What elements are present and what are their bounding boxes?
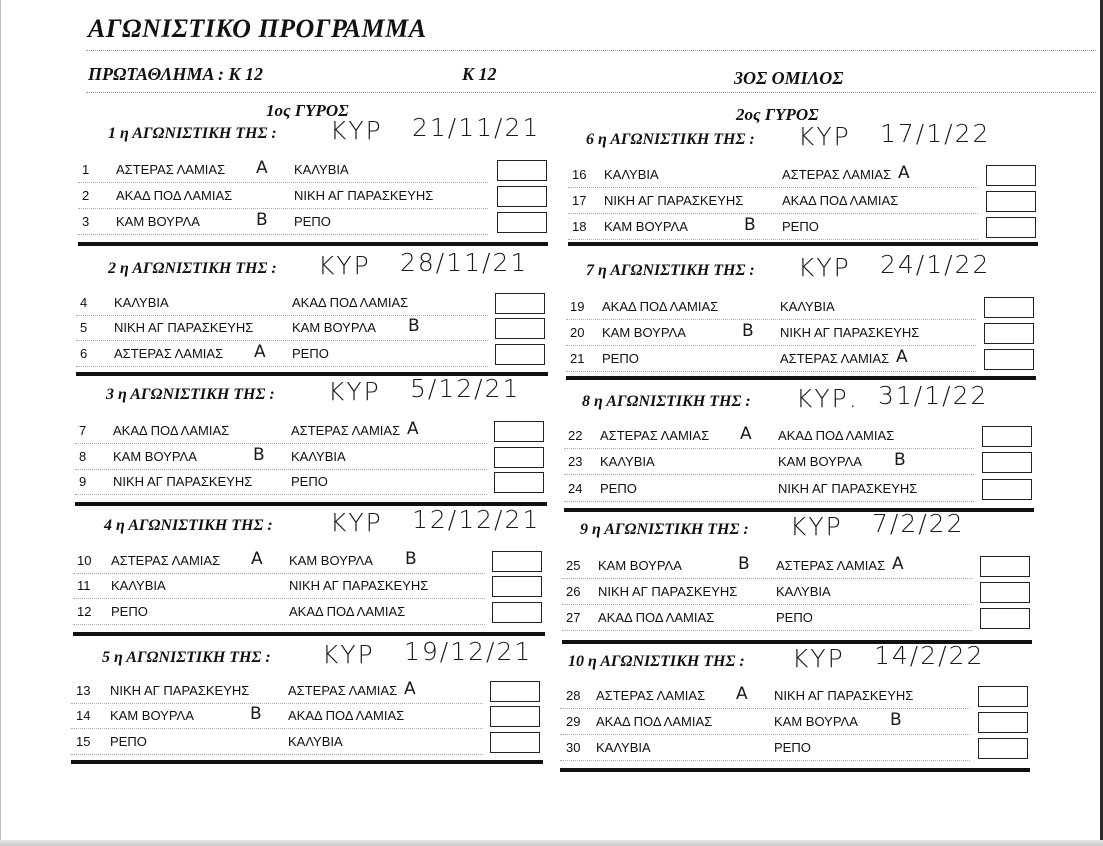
home-handwritten-mark: Α [251,549,263,569]
home-team: ΚΑΛΥΒΙΑ [604,167,659,182]
away-handwritten-mark: Β [894,450,906,470]
matchday-label: 10 η ΑΓΩΝΙΣΤΙΚΗ ΤΗΣ : [568,653,745,670]
match-number: 29 [566,714,581,729]
handwritten-date: 21/11/21 [412,113,541,142]
home-handwritten-mark: Β [742,321,754,341]
match-row [0,163,910,189]
home-team: ΑΣΤΕΡΑΣ ΛΑΜΙΑΣ [116,162,226,177]
header-rule [86,92,1096,93]
score-box[interactable] [497,186,547,207]
home-team: ΑΚΑΔ ΠΟΔ ΛΑΜΙΑΣ [602,299,719,314]
matchday-separator-rule [568,242,1038,246]
score-box[interactable] [490,681,540,702]
match-number: 25 [566,558,581,573]
score-box[interactable] [984,349,1034,370]
handwritten-venue: ΚΥΡ [330,116,383,145]
score-box[interactable] [492,576,542,597]
match-row [0,450,906,476]
row-divider [78,182,488,183]
home-team: ΝΙΚΗ ΑΓ ΠΑΡΑΣΚΕΥΗΣ [113,474,253,489]
row-divider [71,754,483,755]
score-box[interactable] [986,191,1036,212]
home-team: ΚΑΛΥΒΙΑ [111,578,166,593]
away-handwritten-mark: Α [898,163,910,183]
home-team: ΚΑΜ ΒΟΥΡΛΑ [113,449,197,464]
matchday-label: 2 η ΑΓΩΝΙΣΤΙΚΗ ΤΗΣ : [108,260,277,277]
score-box[interactable] [497,212,547,233]
match-number: 5 [80,320,88,335]
matchday-label: 1 η ΑΓΩΝΙΣΤΙΚΗ ΤΗΣ : [108,125,277,142]
handwritten-venue: ΚΥΡ [792,644,845,673]
home-team: ΑΚΑΔ ΠΟΔ ΛΑΜΙΑΣ [116,188,233,203]
match-row [0,215,819,241]
away-team: ΑΣΤΕΡΑΣ ΛΑΜΙΑΣ [291,423,401,438]
home-team: ΚΑΜ ΒΟΥΡΛΑ [602,325,686,340]
document-title: ΑΓΩΝΙΣΤΙΚΟ ΠΡΟΓΡΑΜΜΑ [88,14,427,43]
home-team: ΝΙΚΗ ΑΓ ΠΑΡΑΣΚΕΥΗΣ [604,193,744,208]
score-box[interactable] [494,447,544,468]
away-team: ΚΑΜ ΒΟΥΡΛΑ [292,320,376,335]
row-divider [75,443,487,444]
away-team: ΚΑΜ ΒΟΥΡΛΑ [778,454,862,469]
match-row [0,191,899,215]
row-divider [73,598,485,599]
row-divider [76,340,488,341]
row-divider [566,345,976,346]
row-divider [560,760,970,761]
page-edge-bottom [0,840,1103,846]
match-number: 27 [566,610,581,625]
match-row [0,479,918,503]
row-divider [78,234,488,235]
home-handwritten-mark: Α [740,424,752,444]
home-team: ΚΑΛΥΒΙΑ [114,295,169,310]
score-box[interactable] [980,556,1030,577]
row-divider [76,315,488,316]
handwritten-venue: ΚΥΡ [322,640,375,669]
row-divider [568,239,978,240]
home-team: ΚΑΜ ΒΟΥΡΛΑ [116,214,200,229]
home-team: ΑΣΤΕΡΑΣ ΛΑΜΙΑΣ [600,428,710,443]
championship-label: ΠΡΩΤΑΘΛΗΜΑ : Κ 12 [88,64,264,84]
handwritten-venue: ΚΥΡ [330,508,383,537]
away-team: ΑΣΤΕΡΑΣ ΛΑΜΙΑΣ [782,167,892,182]
score-box[interactable] [494,472,544,493]
row-divider [75,469,487,470]
matchday-separator-rule [566,376,1036,380]
away-team: ΝΙΚΗ ΑΓ ΠΑΡΑΣΚΕΥΗΣ [774,688,914,703]
match-number: 11 [77,578,91,593]
match-number: 26 [566,584,581,599]
matchday-label: 5 η ΑΓΩΝΙΣΤΙΚΗ ΤΗΣ : [102,649,271,666]
away-team: ΡΕΠΟ [782,219,819,234]
score-box[interactable] [490,706,540,727]
score-box[interactable] [984,297,1034,318]
row-divider [78,208,488,209]
away-team: ΝΙΚΗ ΑΓ ΠΑΡΑΣΚΕΥΗΣ [780,325,920,340]
away-team: ΚΑΛΥΒΙΑ [294,162,349,177]
away-team: ΡΕΠΟ [291,474,328,489]
away-team: ΚΑΛΥΒΙΑ [291,449,346,464]
row-divider [564,448,974,449]
home-team: ΑΣΤΕΡΑΣ ΛΑΜΙΑΣ [114,346,224,361]
score-box[interactable] [490,732,540,753]
score-box[interactable] [492,551,542,572]
home-team: ΑΣΤΕΡΑΣ ΛΑΜΙΑΣ [596,688,706,703]
score-box[interactable] [978,686,1028,707]
handwritten-date: 24/1/22 [880,250,991,279]
match-number: 12 [77,604,92,619]
matchday-label: 3 η ΑΓΩΝΙΣΤΙΚΗ ΤΗΣ : [106,386,275,403]
handwritten-date: 31/1/22 [878,381,989,410]
home-handwritten-mark: Β [744,215,756,235]
title-rule [86,50,1096,51]
row-divider [71,703,483,704]
match-number: 9 [79,474,87,489]
row-divider [73,624,485,625]
score-box[interactable] [495,344,545,365]
home-team: ΑΚΑΔ ΠΟΔ ΛΑΜΙΑΣ [598,610,715,625]
away-team: ΡΕΠΟ [774,740,811,755]
category-label: Κ 12 [462,64,497,84]
home-team: ΡΕΠΟ [600,481,637,496]
match-number: 8 [79,449,87,464]
score-box[interactable] [986,217,1036,238]
match-row [0,424,895,450]
row-divider [562,578,972,579]
score-box[interactable] [980,608,1030,629]
match-number: 24 [568,481,583,496]
away-team: ΡΕΠΟ [292,346,329,361]
score-box[interactable] [982,426,1032,447]
score-box[interactable] [494,421,544,442]
score-box[interactable] [495,293,545,314]
handwritten-venue: ΚΥΡ [798,253,851,282]
match-row [0,347,908,373]
row-divider [564,474,974,475]
home-team: ΚΑΛΥΒΙΑ [600,454,655,469]
handwritten-date: 17/1/22 [880,119,991,148]
away-handwritten-mark: Α [892,554,904,574]
row-divider [566,371,976,372]
match-number: 14 [76,708,91,723]
row-divider [71,728,483,729]
away-team: ΑΚΑΔ ΠΟΔ ΛΑΜΙΑΣ [288,708,405,723]
score-box[interactable] [982,479,1032,500]
home-team: ΑΚΑΔ ΠΟΔ ΛΑΜΙΑΣ [113,423,230,438]
match-number: 13 [76,683,91,698]
home-handwritten-mark: Β [256,210,268,230]
home-handwritten-mark: Β [738,554,750,574]
away-handwritten-mark: Α [407,419,419,439]
home-team: ΚΑΜ ΒΟΥΡΛΑ [110,708,194,723]
match-number: 23 [568,454,583,469]
home-team: ΝΙΚΗ ΑΓ ΠΑΡΑΣΚΕΥΗΣ [110,683,250,698]
handwritten-date: 14/2/22 [874,641,985,670]
home-team: ΡΕΠΟ [110,734,147,749]
matchday-separator-rule [560,768,1030,772]
away-team: ΑΣΤΕΡΑΣ ΛΑΜΙΑΣ [780,351,890,366]
home-team: ΝΙΚΗ ΑΓ ΠΑΡΑΣΚΕΥΗΣ [598,584,738,599]
handwritten-date: 7/2/22 [872,509,965,538]
matchday-separator-rule [78,242,548,246]
match-number: 4 [80,295,88,310]
score-box[interactable] [978,712,1028,733]
away-team: ΡΕΠΟ [294,214,331,229]
away-team: ΑΣΤΕΡΑΣ ΛΑΜΙΑΣ [288,683,398,698]
row-divider [562,604,972,605]
handwritten-venue: ΚΥΡ [798,122,851,151]
home-team: ΑΚΑΔ ΠΟΔ ΛΑΜΙΑΣ [596,714,713,729]
away-team: ΚΑΛΥΒΙΑ [288,734,343,749]
score-box[interactable] [980,582,1030,603]
match-number: 30 [566,740,581,755]
home-handwritten-mark: Α [254,342,266,362]
match-number: 18 [572,219,587,234]
away-team: ΑΚΑΔ ΠΟΔ ΛΑΜΙΑΣ [782,193,899,208]
matchday-label: 9 η ΑΓΩΝΙΣΤΙΚΗ ΤΗΣ : [580,521,749,538]
handwritten-venue: ΚΥΡ [318,251,371,280]
round-1-label: 1ος ΓΥΡΟΣ [266,101,349,120]
away-team: ΝΙΚΗ ΑΓ ΠΑΡΑΣΚΕΥΗΣ [778,481,918,496]
match-number: 22 [568,428,583,443]
matchday-label: 8 η ΑΓΩΝΙΣΤΙΚΗ ΤΗΣ : [582,393,751,410]
away-team: ΑΚΑΔ ΠΟΔ ΛΑΜΙΑΣ [289,604,406,619]
score-box[interactable] [978,738,1028,759]
home-handwritten-mark: Α [256,158,268,178]
row-divider [568,213,978,214]
round-2-label: 2ος ΓΥΡΟΣ [736,105,819,124]
home-team: ΚΑΛΥΒΙΑ [596,740,651,755]
handwritten-venue: ΚΥΡ [328,377,381,406]
match-number: 19 [570,299,585,314]
home-team: ΝΙΚΗ ΑΓ ΠΑΡΑΣΚΕΥΗΣ [114,320,254,335]
home-team: ΚΑΜ ΒΟΥΡΛΑ [598,558,682,573]
row-divider [76,366,488,367]
score-box[interactable] [497,160,547,181]
matchday-separator-rule [73,632,545,636]
row-divider [568,187,978,188]
match-number: 7 [79,423,87,438]
row-divider [73,573,485,574]
home-team: ΚΑΜ ΒΟΥΡΛΑ [604,219,688,234]
handwritten-date: 19/12/21 [404,637,533,666]
match-number: 20 [570,325,585,340]
away-handwritten-mark: Β [408,316,420,336]
away-team: ΚΑΜ ΒΟΥΡΛΑ [289,553,373,568]
row-divider [560,734,970,735]
home-handwritten-mark: Α [736,684,748,704]
home-handwritten-mark: Β [253,445,265,465]
group-label: 3ΟΣ ΟΜΙΛΟΣ [734,68,844,88]
score-box[interactable] [495,318,545,339]
away-team: ΚΑΜ ΒΟΥΡΛΑ [774,714,858,729]
matchday-label: 7 η ΑΓΩΝΙΣΤΙΚΗ ΤΗΣ : [586,262,755,279]
away-team: ΑΣΤΕΡΑΣ ΛΑΜΙΑΣ [776,558,886,573]
away-team: ΚΑΛΥΒΙΑ [776,584,831,599]
match-number: 10 [77,553,92,568]
score-box[interactable] [986,165,1036,186]
score-box[interactable] [492,602,542,623]
row-divider [566,319,976,320]
away-handwritten-mark: Β [405,549,417,569]
row-divider [564,501,974,502]
home-team: ΡΕΠΟ [111,604,148,619]
matchday-separator-rule [71,760,543,764]
match-number: 21 [570,351,585,366]
match-number: 15 [76,734,91,749]
score-box[interactable] [982,452,1032,473]
row-divider [75,494,487,495]
match-number: 2 [82,188,90,203]
match-number: 17 [572,193,587,208]
matchday-label: 6 η ΑΓΩΝΙΣΤΙΚΗ ΤΗΣ : [586,131,755,148]
match-number: 16 [572,167,587,182]
match-number: 28 [566,688,581,703]
handwritten-date: 12/12/21 [412,505,541,534]
handwritten-date: 28/11/21 [400,248,529,277]
match-row [0,321,920,347]
away-team: ΝΙΚΗ ΑΓ ΠΑΡΑΣΚΕΥΗΣ [289,578,429,593]
away-team: ΡΕΠΟ [776,610,813,625]
handwritten-venue: ΚΥΡ. [796,384,859,413]
away-handwritten-mark: Α [404,679,416,699]
home-handwritten-mark: Β [250,704,262,724]
match-number: 3 [82,214,90,229]
row-divider [562,630,972,631]
handwritten-date: 5/12/21 [410,374,521,403]
home-team: ΑΣΤΕΡΑΣ ΛΑΜΙΑΣ [111,553,221,568]
home-team: ΡΕΠΟ [602,351,639,366]
away-handwritten-mark: Β [890,710,902,730]
match-number: 6 [80,346,88,361]
match-number: 1 [82,162,90,177]
away-team: ΚΑΛΥΒΙΑ [780,299,835,314]
away-team: ΑΚΑΔ ΠΟΔ ΛΑΜΙΑΣ [778,428,895,443]
matchday-label: 4 η ΑΓΩΝΙΣΤΙΚΗ ΤΗΣ : [104,517,273,534]
handwritten-venue: ΚΥΡ [790,512,843,541]
away-team: ΝΙΚΗ ΑΓ ΠΑΡΑΣΚΕΥΗΣ [294,188,434,203]
away-handwritten-mark: Α [896,347,908,367]
away-team: ΑΚΑΔ ΠΟΔ ΛΑΜΙΑΣ [292,295,409,310]
match-row [0,297,835,321]
row-divider [560,708,970,709]
score-box[interactable] [984,323,1034,344]
